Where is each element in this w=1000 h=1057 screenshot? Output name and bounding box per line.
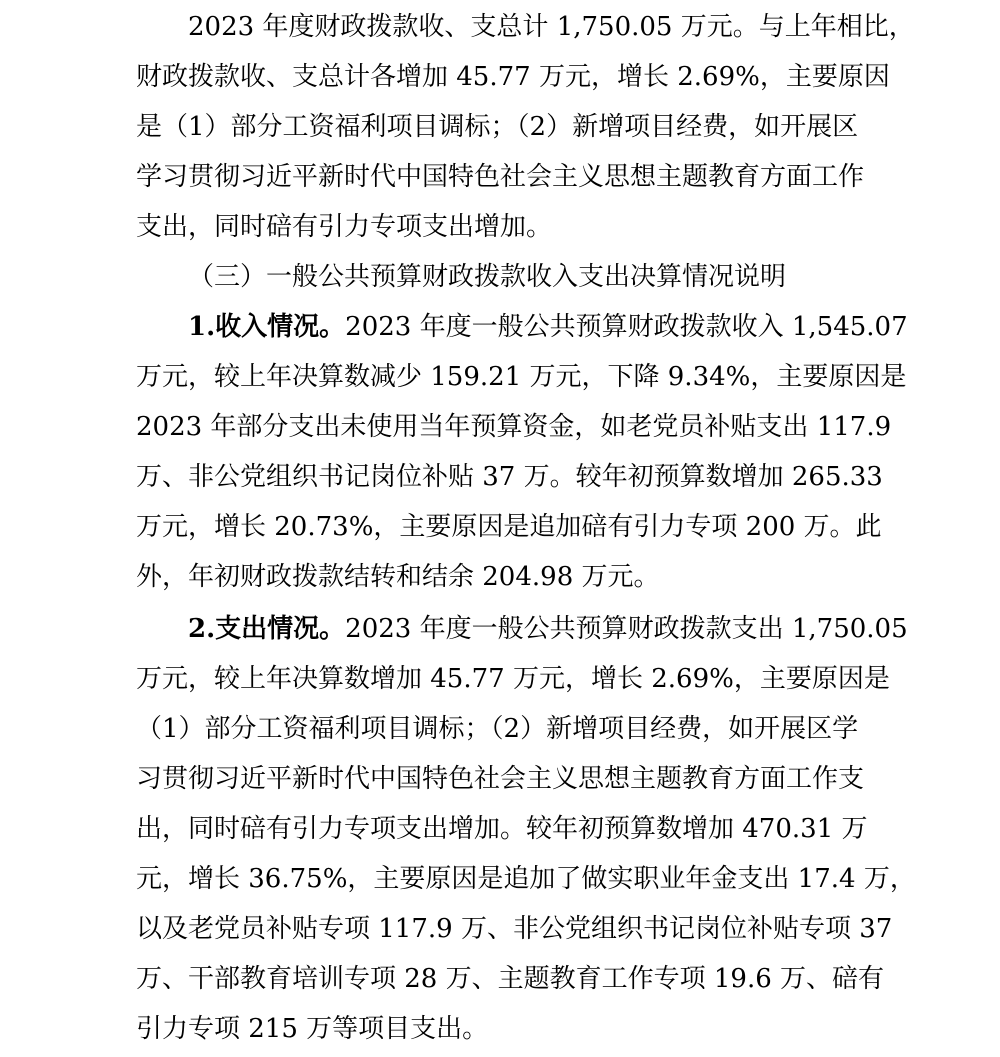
paragraph-intro-line: [0, 2, 1000, 52]
expenditure-line-3: （1）部分工资福利项目调标；（2）新增项目经费，如开展区学: [136, 714, 859, 744]
paragraph-intro-line: [0, 152, 1000, 202]
intro-line-4: 学习贯彻习近平新时代中国特色社会主义思想主题教育方面工作: [136, 162, 865, 192]
expenditure-paragraph-line: [0, 704, 1000, 754]
intro-line-5: 支出，同时碚有引力专项支出增加。: [136, 212, 553, 242]
expenditure-paragraph-line: [0, 954, 1000, 1004]
expenditure-paragraph-line: [0, 1004, 1000, 1054]
income-line-5: 万元，增长 20.73%，主要原因是追加碚有引力专项 200 万。此: [136, 512, 882, 542]
expenditure-paragraph-line: [0, 604, 1000, 654]
expenditure-paragraph-line: [0, 804, 1000, 854]
expenditure-line-6: 元，增长 36.75%，主要原因是追加了做实职业年金支出 17.4 万，: [136, 864, 916, 894]
income-line-2: 万元，较上年决算数减少 159.21 万元，下降 9.34%，主要原因是: [136, 362, 907, 392]
income-line-1: 2023 年度一般公共预算财政拨款收入 1,545.07: [345, 312, 908, 342]
expenditure-line-7: 以及老党员补贴专项 117.9 万、非公党组织书记岗位补贴专项 37: [136, 914, 893, 944]
expenditure-line-1: 2023 年度一般公共预算财政拨款支出 1,750.05: [345, 614, 908, 644]
paragraph-intro-line: [0, 202, 1000, 252]
expenditure-line-8: 万、干部教育培训专项 28 万、主题教育工作专项 19.6 万、碚有: [136, 964, 885, 994]
income-paragraph-line: [0, 502, 1000, 552]
expenditure-paragraph-line: [0, 904, 1000, 954]
expenditure-paragraph-line: [0, 854, 1000, 904]
expenditure-line-2: 万元，较上年决算数增加 45.77 万元，增长 2.69%，主要原因是: [136, 664, 890, 694]
expenditure-label: 2.支出情况。: [188, 614, 346, 644]
expenditure-line-4: 习贯彻习近平新时代中国特色社会主义思想主题教育方面工作支: [136, 764, 865, 794]
section-heading: [0, 252, 1000, 302]
income-paragraph-line: [0, 552, 1000, 602]
expenditure-line-9: 引力专项 215 万等项目支出。: [136, 1014, 489, 1044]
income-line-3: 2023 年部分支出未使用当年预算资金，如老党员补贴支出 117.9: [136, 412, 892, 442]
income-paragraph-line: [0, 452, 1000, 502]
expenditure-paragraph-line: [0, 754, 1000, 804]
section-heading-text: （三）一般公共预算财政拨款收入支出决算情况说明: [188, 262, 787, 292]
expenditure-paragraph-line: [0, 654, 1000, 704]
intro-line-1: 2023 年度财政拨款收、支总计 1,750.05 万元。与上年相比，: [188, 12, 915, 42]
income-paragraph-line: [0, 302, 1000, 352]
intro-line-2: 财政拨款收、支总计各增加 45.77 万元，增长 2.69%，主要原因: [136, 62, 890, 92]
income-label: 1.收入情况。: [188, 312, 346, 342]
income-line-6: 外，年初财政拨款结转和结余 204.98 万元。: [136, 562, 660, 592]
paragraph-intro-line: [0, 102, 1000, 152]
intro-line-3: 是（1）部分工资福利项目调标；（2）新增项目经费，如开展区: [136, 112, 859, 142]
expenditure-line-5: 出，同时碚有引力专项支出增加。较年初预算数增加 470.31 万: [136, 814, 868, 844]
paragraph-intro-line: [0, 52, 1000, 102]
income-line-4: 万、非公党组织书记岗位补贴 37 万。较年初预算数增加 265.33: [136, 462, 883, 492]
income-paragraph-line: [0, 352, 1000, 402]
income-paragraph-line: [0, 402, 1000, 452]
